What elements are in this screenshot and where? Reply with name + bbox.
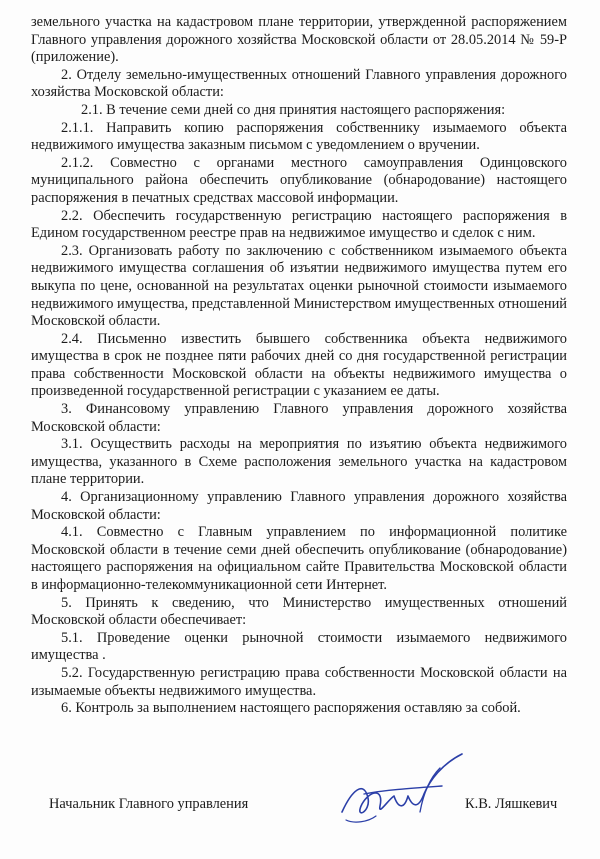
paragraph-item-2-1-2: 2.1.2. Совместно с органами местного самоуправления Одинцовского муниципального района обеспечить опубликование (обнародование) настоящего распоряжения в печатных средствах массовой информации. (31, 154, 567, 206)
signatory-position: Начальник Главного управления (49, 796, 249, 812)
paragraph-item-4-1: 4.1. Совместно с Главным управлением по информационной политике Московской области в течение семи дней обеспечить опубликование (обнародование) настоящего распоряжения на официальном сайте Правительства Московской области в информационно-телекоммуникационной сети Интернет. (31, 524, 567, 593)
paragraph-item-5-1: 5.1. Проведение оценки рыночной стоимости изымаемого недвижимого имущества . (31, 629, 567, 664)
paragraph-item-2-4: 2.4. Письменно известить бывшего собственника объекта недвижимого имущества в срок не позднее пяти рабочих дней со дня государственной регистрации права собственности Московской области на объекты недвижимого имущества о произведенной государственной регистрации с указанием ее даты. (31, 330, 567, 400)
paragraph-continuation: земельного участка на кадастровом плане территории, утвержденной распоряжением Главного управления дорожного хозяйства Московской области от 28.05.2014 № 59-Р (приложение). (31, 14, 567, 66)
paragraph-item-2-3: 2.3. Организовать работу по заключению с собственником изымаемого объекта недвижимого имущества соглашения об изъятии недвижимого имущества путем его выкупа по цене, основанной на результатах оценки рыночной стоимости изымаемого недвижимого имущества, представленной Министерством имущественных отношений Московской области. (31, 242, 567, 330)
paragraph-item-5-2: 5.2. Государственную регистрацию права собственности Московской области на изымаемые объекты недвижимого имущества. (31, 664, 567, 699)
paragraph-item-5: 5. Принять к сведению, что Министерство имущественных отношений Московской области обеспечивает: (31, 594, 567, 629)
paragraph-item-2-1-1: 2.1.1. Направить копию распоряжения собственнику изымаемого объекта недвижимого имущества заказным письмом с уведомлением о вручении. (31, 119, 567, 154)
paragraph-item-3: 3. Финансовому управлению Главного управления дорожного хозяйства Московской области: (31, 401, 567, 435)
paragraph-item-2-2: 2.2. Обеспечить государственную регистрацию настоящего распоряжения в Едином государственном реестре прав на недвижимое имущество и сделок с ним. (31, 207, 567, 242)
handwritten-signature (324, 750, 474, 840)
signatory-name: К.В. Ляшкевич (465, 796, 558, 812)
paragraph-item-3-1: 3.1. Осуществить расходы на мероприятия по изъятию объекта недвижимого имущества, указанного в Схеме расположения земельного участка на кадастровом плане территории. (31, 436, 567, 488)
document-body (31, 14, 567, 718)
paragraph-item-2-1: 2.1. В течение семи дней со дня принятия настоящего распоряжения: (81, 101, 506, 118)
signature-block (49, 790, 569, 850)
paragraph-item-4: 4. Организационному управлению Главного управления дорожного хозяйства Московской области: (31, 489, 567, 523)
paragraph-item-2: 2. Отделу земельно-имущественных отношений Главного управления дорожного хозяйства Московской области: (31, 66, 567, 101)
paragraph-item-6: 6. Контроль за выполнением настоящего распоряжения оставляю за собой. (61, 700, 521, 717)
